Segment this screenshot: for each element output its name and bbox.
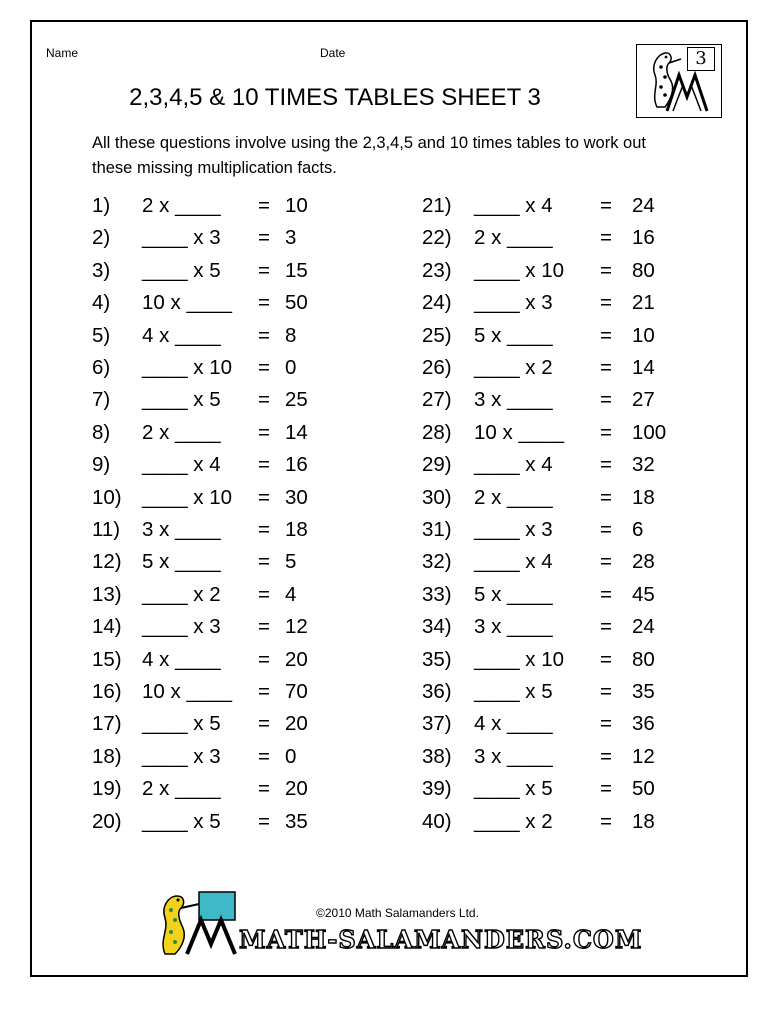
question-expression: 10 x ____ bbox=[474, 420, 565, 444]
question-result: 16 bbox=[632, 226, 655, 250]
page-title bbox=[0, 84, 660, 112]
question-number: 11) bbox=[92, 518, 121, 541]
equals-sign: = bbox=[258, 388, 270, 412]
question-expression: ____ x 10 bbox=[142, 356, 233, 379]
equals-sign: = bbox=[258, 291, 270, 315]
equals-sign: = bbox=[600, 356, 612, 379]
question-expression: ____ x 5 bbox=[142, 388, 221, 412]
question-number: 34) bbox=[422, 615, 452, 639]
question-number: 17) bbox=[92, 712, 122, 736]
question-result: 18 bbox=[632, 485, 655, 509]
question-result: 30 bbox=[285, 485, 308, 509]
question-number: 35) bbox=[422, 647, 452, 671]
question-number: 1) bbox=[92, 194, 111, 217]
question-expression: ____ x 2 bbox=[142, 582, 221, 606]
question-number: 40) bbox=[422, 809, 452, 833]
question-expression: 2 x ____ bbox=[474, 226, 553, 250]
equals-sign: = bbox=[258, 777, 270, 801]
equals-sign: = bbox=[600, 582, 612, 606]
question-number: 36) bbox=[422, 680, 452, 703]
question-result: 12 bbox=[285, 615, 308, 639]
equals-sign: = bbox=[258, 453, 270, 477]
question-result: 80 bbox=[632, 258, 655, 282]
question-result: 15 bbox=[285, 258, 308, 282]
equals-sign: = bbox=[258, 258, 270, 282]
question-result: 20 bbox=[285, 712, 308, 736]
question-number: 22) bbox=[422, 226, 452, 250]
question-expression: 2 x ____ bbox=[142, 420, 221, 444]
equals-sign: = bbox=[600, 453, 612, 477]
question-number: 27) bbox=[422, 388, 452, 412]
instructions-line-2: these missing multiplication facts. bbox=[92, 159, 337, 177]
question-result: 21 bbox=[632, 291, 655, 315]
question-expression: 4 x ____ bbox=[142, 647, 221, 671]
question-number: 7) bbox=[92, 388, 111, 412]
question-number: 29) bbox=[422, 453, 452, 477]
equals-sign: = bbox=[258, 615, 270, 639]
question-result: 10 bbox=[285, 194, 308, 217]
question-result: 28 bbox=[632, 550, 655, 574]
question-result: 14 bbox=[632, 356, 655, 379]
sheet-logo bbox=[636, 44, 722, 118]
question-result: 80 bbox=[632, 647, 655, 671]
question-expression: ____ x 10 bbox=[474, 647, 565, 671]
question-expression: ____ x 3 bbox=[474, 291, 553, 315]
instructions bbox=[92, 131, 732, 181]
question-expression: ____ x 10 bbox=[474, 258, 565, 282]
question-result: 18 bbox=[632, 809, 655, 833]
equals-sign: = bbox=[258, 744, 270, 768]
question-expression: 5 x ____ bbox=[474, 582, 553, 606]
question-expression: 3 x ____ bbox=[474, 744, 553, 768]
equals-sign: = bbox=[600, 291, 612, 315]
question-result: 50 bbox=[632, 777, 655, 801]
question-result: 12 bbox=[632, 744, 655, 768]
question-number: 23) bbox=[422, 258, 452, 282]
equals-sign: = bbox=[258, 809, 270, 833]
question-number: 20) bbox=[92, 809, 122, 833]
copyright-text: ©2010 Math Salamanders Ltd. bbox=[316, 906, 479, 920]
question-expression: ____ x 4 bbox=[474, 453, 553, 477]
equals-sign: = bbox=[600, 809, 612, 833]
question-expression: 4 x ____ bbox=[142, 323, 221, 347]
equals-sign: = bbox=[600, 615, 612, 639]
question-expression: ____ x 5 bbox=[142, 809, 221, 833]
equals-sign: = bbox=[600, 194, 612, 217]
question-number: 33) bbox=[422, 582, 452, 606]
equals-sign: = bbox=[258, 420, 270, 444]
question-expression: 2 x ____ bbox=[142, 777, 221, 801]
question-expression: ____ x 4 bbox=[474, 194, 553, 217]
question-result: 27 bbox=[632, 388, 655, 412]
question-number: 38) bbox=[422, 744, 452, 768]
equals-sign: = bbox=[258, 194, 270, 217]
equals-sign: = bbox=[600, 777, 612, 801]
equals-sign: = bbox=[600, 388, 612, 412]
question-result: 35 bbox=[632, 680, 655, 703]
question-expression: 3 x ____ bbox=[142, 518, 221, 541]
question-result: 20 bbox=[285, 777, 308, 801]
equals-sign: = bbox=[600, 712, 612, 736]
equals-sign: = bbox=[600, 226, 612, 250]
equals-sign: = bbox=[258, 518, 270, 541]
equals-sign: = bbox=[600, 323, 612, 347]
question-result: 0 bbox=[285, 744, 297, 768]
question-number: 26) bbox=[422, 356, 452, 379]
question-expression: ____ x 3 bbox=[142, 226, 221, 250]
question-result: 4 bbox=[285, 582, 297, 606]
equals-sign: = bbox=[258, 712, 270, 736]
equals-sign: = bbox=[258, 226, 270, 250]
question-result: 35 bbox=[285, 809, 308, 833]
question-expression: ____ x 5 bbox=[142, 712, 221, 736]
question-result: 50 bbox=[285, 291, 308, 315]
question-number: 8) bbox=[92, 420, 111, 444]
question-number: 10) bbox=[92, 485, 122, 509]
question-expression: ____ x 4 bbox=[142, 453, 221, 477]
question-number: 28) bbox=[422, 420, 452, 444]
math-salamanders-logo bbox=[155, 888, 643, 958]
question-number: 16) bbox=[92, 680, 122, 703]
question-result: 14 bbox=[285, 420, 308, 444]
question-number: 25) bbox=[422, 323, 452, 347]
equals-sign: = bbox=[258, 680, 270, 703]
question-expression: ____ x 3 bbox=[142, 615, 221, 639]
question-expression: 5 x ____ bbox=[474, 323, 553, 347]
question-number: 37) bbox=[422, 712, 452, 736]
question-result: 16 bbox=[285, 453, 308, 477]
question-result: 32 bbox=[632, 453, 655, 477]
logo-text: MATH-SALAMANDERS.COM bbox=[239, 925, 643, 954]
equals-sign: = bbox=[600, 647, 612, 671]
question-expression: 3 x ____ bbox=[474, 615, 553, 639]
question-number: 31) bbox=[422, 518, 452, 541]
question-number: 32) bbox=[422, 550, 452, 574]
equals-sign: = bbox=[258, 323, 270, 347]
question-expression: ____ x 10 bbox=[142, 485, 233, 509]
question-number: 5) bbox=[92, 323, 111, 347]
question-number: 39) bbox=[422, 777, 452, 801]
question-result: 18 bbox=[285, 518, 308, 541]
question-number: 12) bbox=[92, 550, 122, 574]
question-expression: ____ x 5 bbox=[474, 777, 553, 801]
question-result: 36 bbox=[632, 712, 655, 736]
question-result: 10 bbox=[632, 323, 655, 347]
question-expression: ____ x 3 bbox=[142, 744, 221, 768]
equals-sign: = bbox=[600, 485, 612, 509]
question-expression: 2 x ____ bbox=[474, 485, 553, 509]
question-number: 24) bbox=[422, 291, 452, 315]
question-result: 20 bbox=[285, 647, 308, 671]
question-expression: ____ x 2 bbox=[474, 809, 553, 833]
date-label: Date bbox=[320, 46, 346, 60]
question-expression: ____ x 5 bbox=[474, 680, 553, 703]
equals-sign: = bbox=[258, 647, 270, 671]
question-number: 9) bbox=[92, 453, 111, 477]
question-result: 0 bbox=[285, 356, 297, 379]
sheet-number: 3 bbox=[687, 47, 715, 71]
question-result: 3 bbox=[285, 226, 297, 250]
equals-sign: = bbox=[600, 420, 612, 444]
question-number: 15) bbox=[92, 647, 122, 671]
question-number: 3) bbox=[92, 258, 111, 282]
question-expression: 3 x ____ bbox=[474, 388, 553, 412]
question-result: 25 bbox=[285, 388, 308, 412]
equals-sign: = bbox=[600, 680, 612, 703]
question-number: 19) bbox=[92, 777, 122, 801]
question-expression: ____ x 5 bbox=[142, 258, 221, 282]
question-number: 30) bbox=[422, 485, 452, 509]
equals-sign: = bbox=[600, 258, 612, 282]
question-result: 5 bbox=[285, 550, 297, 574]
equals-sign: = bbox=[258, 582, 270, 606]
equals-sign: = bbox=[600, 518, 612, 541]
question-result: 8 bbox=[285, 323, 297, 347]
question-expression: 4 x ____ bbox=[474, 712, 553, 736]
page-title-text: 2,3,4,5 & 10 TIMES TABLES SHEET 3 bbox=[129, 84, 541, 111]
instructions-line-1: All these questions involve using the 2,3,4,5 and 10 times tables to work out bbox=[92, 134, 646, 152]
question-expression: ____ x 3 bbox=[474, 518, 553, 541]
question-result: 6 bbox=[632, 518, 644, 541]
question-result: 100 bbox=[632, 420, 667, 444]
question-expression: ____ x 2 bbox=[474, 356, 553, 379]
question-result: 24 bbox=[632, 194, 655, 217]
equals-sign: = bbox=[258, 550, 270, 574]
question-number: 21) bbox=[422, 194, 452, 217]
question-number: 13) bbox=[92, 582, 122, 606]
question-expression: ____ x 4 bbox=[474, 550, 553, 574]
question-result: 70 bbox=[285, 680, 308, 703]
equals-sign: = bbox=[258, 485, 270, 509]
question-expression: 10 x ____ bbox=[142, 291, 233, 315]
question-number: 4) bbox=[92, 291, 111, 315]
equals-sign: = bbox=[600, 550, 612, 574]
question-number: 6) bbox=[92, 356, 111, 379]
question-expression: 10 x ____ bbox=[142, 680, 233, 703]
equals-sign: = bbox=[600, 744, 612, 768]
question-number: 14) bbox=[92, 615, 122, 639]
question-number: 18) bbox=[92, 744, 122, 768]
name-label: Name bbox=[46, 46, 79, 60]
question-number: 2) bbox=[92, 226, 111, 250]
question-expression: 2 x ____ bbox=[142, 194, 221, 217]
question-result: 45 bbox=[632, 582, 655, 606]
question-expression: 5 x ____ bbox=[142, 550, 221, 574]
equals-sign: = bbox=[258, 356, 270, 379]
question-result: 24 bbox=[632, 615, 655, 639]
